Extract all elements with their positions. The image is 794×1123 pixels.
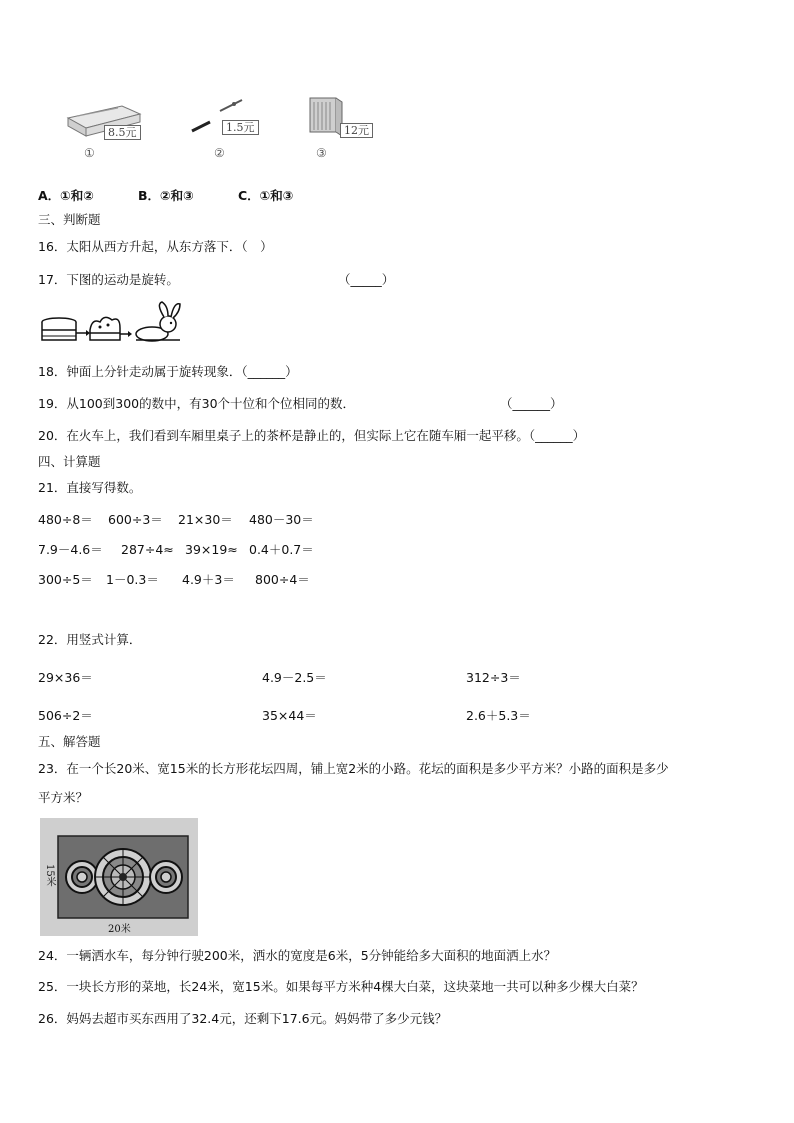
garden-diagram [40, 818, 198, 936]
vertical-calc-item: 2.6＋5.3＝ [466, 708, 531, 723]
flower-bed-center [95, 849, 151, 905]
arithmetic-item: 1－0.3＝ [106, 572, 159, 587]
vertical-calc-item: 29×36＝ [38, 670, 93, 685]
vertical-calc-item: 35×44＝ [262, 708, 317, 723]
section-heading: 五、解答题 [38, 734, 101, 749]
question-17: 17．下图的运动是旋转。 [38, 272, 179, 287]
answer-blank: （_____） [338, 272, 395, 287]
arithmetic-item: 7.9－4.6＝ [38, 542, 103, 557]
arithmetic-item: 21×30＝ [178, 512, 233, 527]
bread-icon [90, 317, 120, 340]
q23-garden-figure [40, 818, 198, 936]
vertical-calc-item: 506÷2＝ [38, 708, 93, 723]
arithmetic-item: 39×19≈ [185, 542, 238, 557]
question-18: 18．钟面上分针走动属于旋转现象．（______） [38, 364, 298, 379]
vertical-calc-item: 312÷3＝ [466, 670, 521, 685]
q17-motion-figure [40, 300, 190, 348]
price-tag: 1.5元 [222, 120, 259, 135]
arrow-right-icon [76, 330, 90, 336]
arithmetic-item: 480－30＝ [249, 512, 314, 527]
flower-bed-right [150, 861, 182, 893]
option-a: A．①和② [38, 188, 94, 203]
price-tag: 12元 [340, 123, 373, 138]
arithmetic-item: 287÷4≈ [121, 542, 174, 557]
section-heading: 四、计算题 [38, 454, 101, 469]
question-23-line-2: 平方米？ [38, 790, 89, 805]
cake-icon [42, 318, 76, 340]
rabbit-icon [136, 302, 180, 341]
arithmetic-item: 4.9＋3＝ [182, 572, 235, 587]
width-label: 20米 [108, 924, 131, 935]
arithmetic-item: 0.4＋0.7＝ [249, 542, 314, 557]
question-24: 24．一辆洒水车，每分钟行驶200米，洒水的宽度是6米，5分钟能给多大面积的地面洒上水？ [38, 948, 557, 963]
arithmetic-item: 300÷5＝ [38, 572, 93, 587]
flower-bed-left [66, 861, 98, 893]
item-number: ③ [316, 146, 327, 160]
item-number: ① [84, 146, 95, 160]
question-21: 21．直接写得数。 [38, 480, 142, 495]
section-heading: 三、判断题 [38, 212, 101, 227]
question-16: 16．太阳从西方升起，从东方落下．（ ） [38, 239, 273, 254]
item-number: ② [214, 146, 225, 160]
arithmetic-item: 600÷3＝ [108, 512, 163, 527]
question-19: 19．从100到300的数中，有30个十位和个位相同的数． [38, 396, 356, 411]
height-label: 15米 [44, 864, 55, 887]
vertical-calc-item: 4.9－2.5＝ [262, 670, 327, 685]
arrow-right-icon [120, 331, 132, 337]
question-26: 26．妈妈去超市买东西用了32.4元，还剩下17.6元。妈妈带了多少元钱？ [38, 1011, 448, 1026]
price-tag: 8.5元 [104, 125, 141, 140]
answer-blank: （______） [500, 396, 563, 411]
question-22: 22．用竖式计算． [38, 632, 142, 647]
option-b: B．②和③ [138, 188, 194, 203]
option-c: C．①和③ [238, 188, 294, 203]
arithmetic-item: 800÷4＝ [255, 572, 310, 587]
question-25: 25．一块长方形的菜地，长24米，宽15米。如果每平方米种4棵大白菜，这块菜地一共可以种多少棵大白菜？ [38, 979, 644, 994]
question-23-line-1: 23．在一个长20米、宽15米的长方形花坛四周，铺上宽2米的小路。花坛的面积是多少平方米？小路的面积是多少 [38, 761, 669, 776]
arithmetic-item: 480÷8＝ [38, 512, 93, 527]
question-20: 20．在火车上，我们看到车厢里桌子上的茶杯是静止的，但实际上它在随车厢一起平移。（______） [38, 428, 586, 443]
